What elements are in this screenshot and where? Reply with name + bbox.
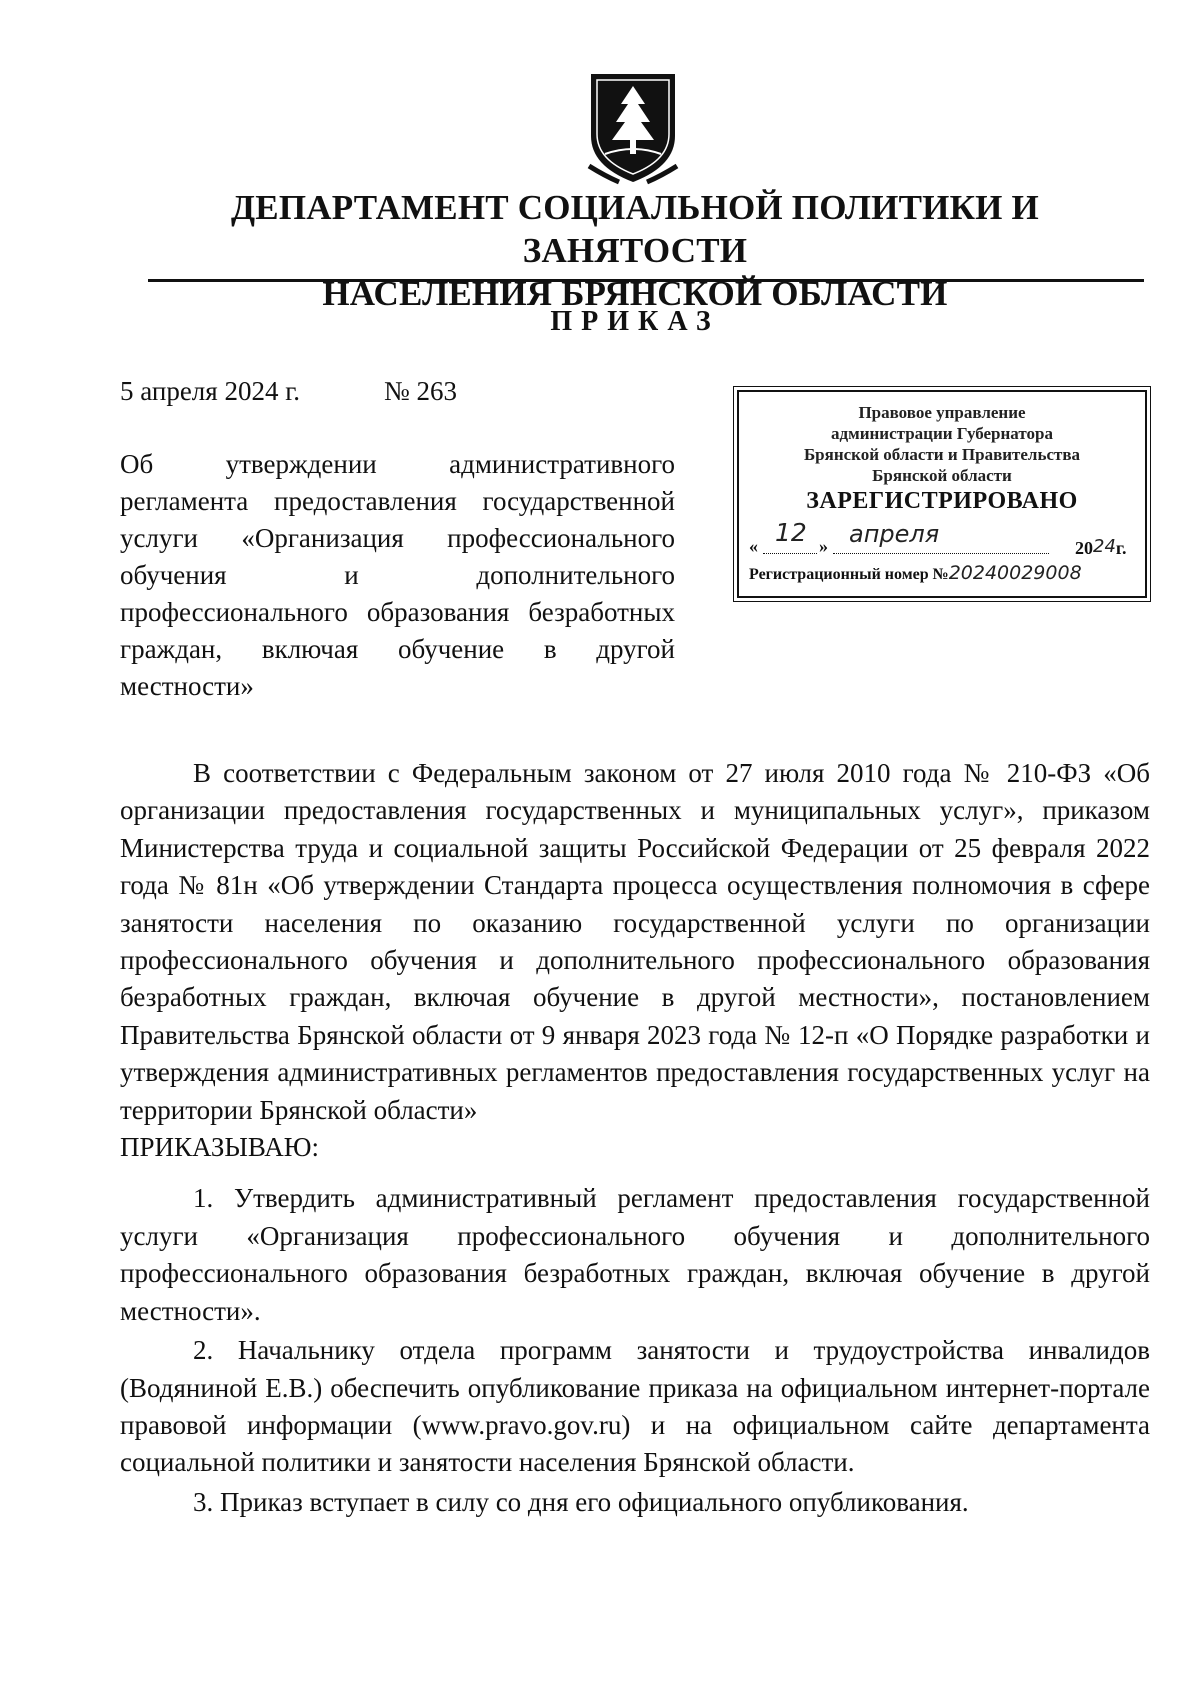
order-item-2: 2. Начальнику отдела программ занятости и трудоустройства инвалидов (Водяниной Е.В.) обеспечить опубликование приказа на официальном интернет-портале правовой информации (www.pravo.gov.ru) и на официальном сайте департамента социальной политики и занятости населения Брянской области. xyxy=(120,1335,1150,1478)
subject-line: Об утверждении административного xyxy=(120,449,675,479)
stamp-date-line xyxy=(749,518,1139,558)
subject-line: местности» xyxy=(120,671,254,701)
stamp-month-handwritten: апреля xyxy=(849,520,940,548)
stamp-year-suffix: 24 xyxy=(1093,536,1116,557)
registration-stamp xyxy=(737,390,1147,598)
stamp-organization xyxy=(739,402,1145,486)
order-item-1: 1. Утвердить административный регламент предоставления государственной услуги «Организация профессионального обучения и дополнительного профессионального образования безработных граждан, включая обучение в другой местности». xyxy=(120,1183,1150,1326)
stamp-year xyxy=(1075,536,1127,559)
order-body xyxy=(120,755,1150,1521)
department-line-2: НАСЕЛЕНИЯ БРЯНСКОЙ ОБЛАСТИ xyxy=(322,274,948,313)
subject-line: услуги «Организация профессионального xyxy=(120,523,675,553)
stamp-month-underline xyxy=(833,553,1049,554)
subject-line: профессионального образования безработных xyxy=(120,597,675,627)
command-word: ПРИКАЗЫВАЮ: xyxy=(120,1132,319,1163)
order-number: № 263 xyxy=(384,376,458,406)
header-divider xyxy=(148,279,1144,282)
order-title: ПРИКАЗ xyxy=(550,306,720,337)
stamp-org-line: Брянской области и Правительства xyxy=(803,445,1081,464)
stamp-org-line: Правовое управление xyxy=(858,403,1026,422)
order-subject xyxy=(120,446,675,705)
stamp-reg-label: Регистрационный номер № xyxy=(749,566,949,583)
stamp-year-prefix: 20 xyxy=(1075,538,1093,558)
stamp-day-handwritten: 12 xyxy=(775,518,807,547)
order-item-3: 3. Приказ вступает в силу со дня его официального опубликования. xyxy=(193,1486,969,1517)
stamp-org-line: администрации Губернатора xyxy=(831,424,1053,443)
stamp-quote-close: » xyxy=(819,536,828,556)
stamp-day-underline xyxy=(763,553,817,554)
stamp-org-line: Брянской области xyxy=(872,466,1012,485)
coat-of-arms-icon xyxy=(585,70,681,188)
stamp-quote-open: « xyxy=(749,536,758,556)
department-line-1: ДЕПАРТАМЕНТ СОЦИАЛЬНОЙ ПОЛИТИКИ И ЗАНЯТОСТИ xyxy=(231,188,1039,270)
stamp-reg-number: 20240029008 xyxy=(948,562,1082,584)
stamp-year-unit: г. xyxy=(1115,538,1127,558)
department-name xyxy=(120,186,1150,315)
preamble-paragraph: В соответствии с Федеральным законом от 27 июля 2010 года № 210-ФЗ «Об организации предоставления государственных и муниципальных услуг», приказом Министерства труда и социальной защиты Российской Федерации от 25 февраля 2022 года № 81н «Об утверждении Стандарта процесса осуществления полномочия в сфере занятости населения по оказанию государственной услуги по организации профессионального обучения и дополнительного профессионального образования безработных граждан, включая обучение в другой местности», постановлением Правительства Брянской области от 9 января 2023 года № 12-п «О Порядке разработки и утверждения административных регламентов предоставления государственных услуг на территории Брянской области» xyxy=(120,758,1150,1125)
stamp-registration-number xyxy=(749,562,1144,584)
subject-line: обучения и дополнительного xyxy=(120,560,675,590)
subject-line: регламента предоставления государственной xyxy=(120,486,675,516)
order-date: 5 апреля 2024 г. xyxy=(120,376,300,406)
subject-line: граждан, включая обучение в другой xyxy=(120,634,675,664)
stamp-status: ЗАРЕГИСТРИРОВАНО xyxy=(806,488,1078,514)
